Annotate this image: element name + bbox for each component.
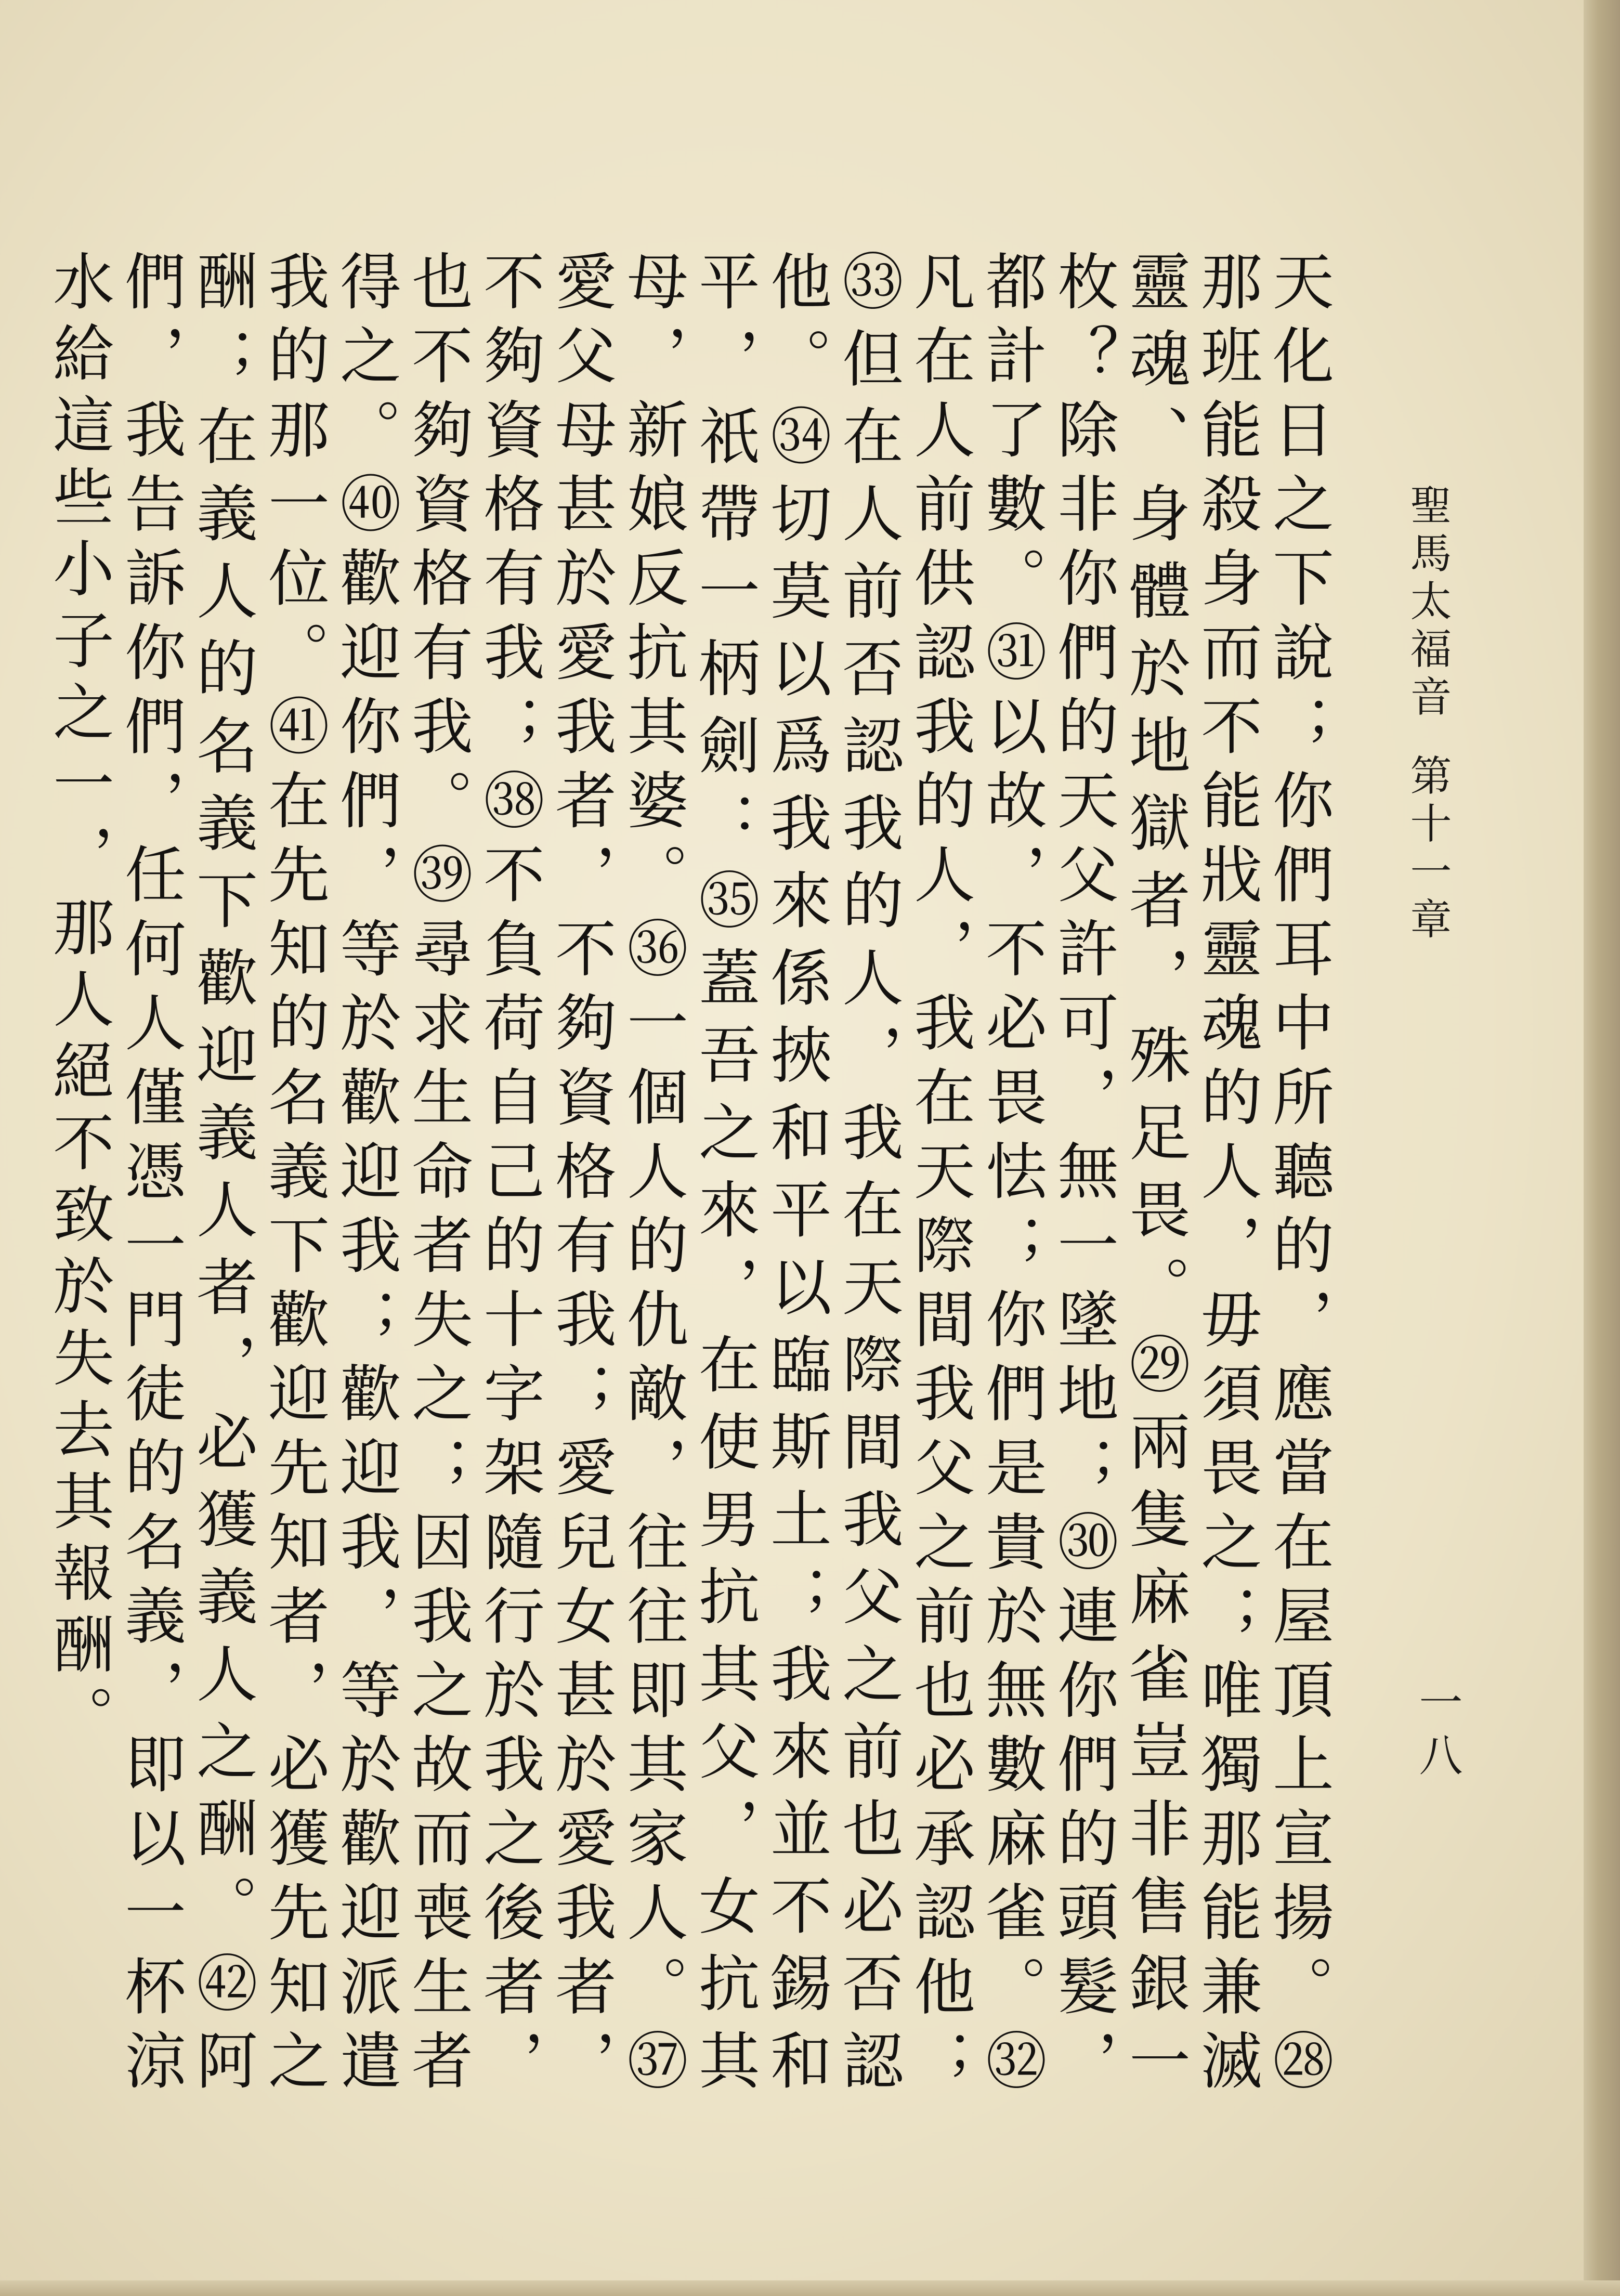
running-header-title: 聖馬太福音: [1403, 484, 1452, 723]
page-number: 一八: [1412, 1679, 1463, 1785]
paragraph: 天化日之下說；你們耳中所聽的，應當在屋頂上宣揚。㉘那班能殺身而不能戕靈魂的人，毋須畏之；唯獨那能兼滅靈魂、身體於地獄者，殊足畏。㉙兩隻麻雀豈非售銀一枚？除非你們的天父許可，無一墜地；㉚連你們的頭髮，都計了數。㉛以故，不必畏怯；你們是貴於無數麻雀。㉜凡在人前供認我的人，我在天際間我父之前也必承認他；㉝但在人前否認我的人，我在天際間我父之前也必否認他。㉞切莫以爲我來係挾和平以臨斯土；我來並不錫和平，祇帶一柄劍：㉟蓋吾之來，在使男抗其父，女抗其母，新娘反抗其婆。㊱一個人的仇敵，往往即其家人。㊲愛父母甚於愛我者，不夠資格有我；愛兒女甚於愛我者，不夠資格有我；㊳不負荷自己的十字架隨行於我之後者，也不夠資格有我。㊴尋求生命者失之；因我之故而喪生者得之。㊵歡迎你們，等於歡迎我；歡迎我，等於歡迎派遣我的那一位。㊶在先知的名義下歡迎先知者，必獲先知之酬；在義人的名義下歡迎義人者，必獲義人之酬。㊷阿們，我告訴你們，任何人僅憑一門徒的名義，即以一杯涼水給這些小子之一，那人絕不致於失去其報酬。: [43, 250, 1334, 2101]
page-edge: [1584, 0, 1620, 2296]
body-text: [43, 250, 1334, 2101]
running-header-chapter: 第十一章: [1403, 754, 1452, 945]
page-bottom-edge: [0, 2280, 1620, 2296]
